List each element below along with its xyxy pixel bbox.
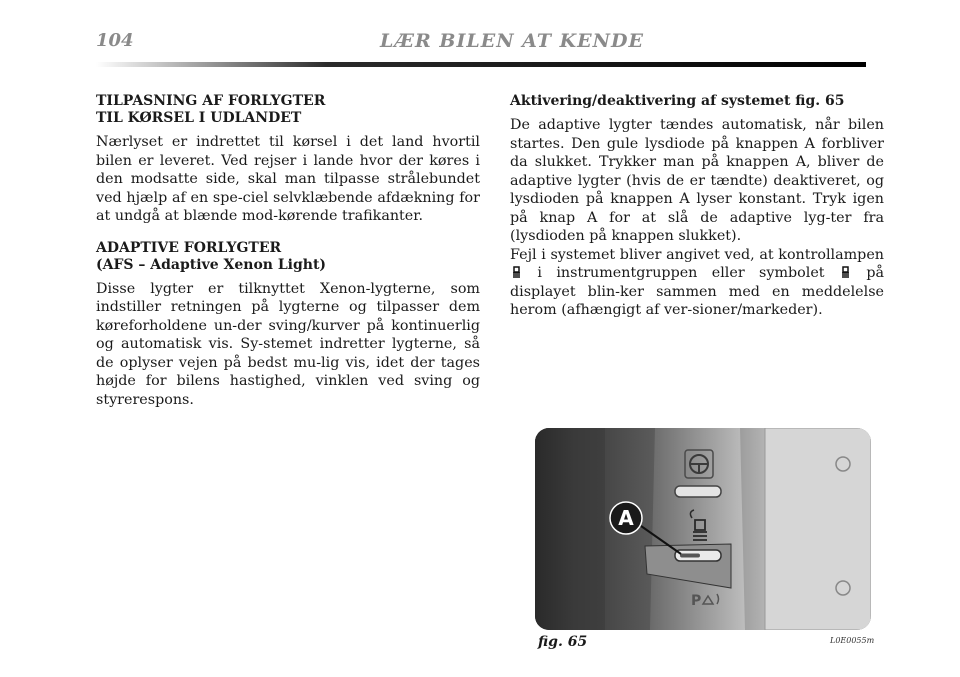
svg-text:P: P [691,593,702,609]
section-heading-headlight-adjustment: TILPASNING AF FORLYGTER TIL KØRSEL I UDLANDET [96,93,326,126]
figure-65 [535,428,871,630]
section-heading-adaptive-headlights: ADAPTIVE FORLYGTER (AFS – Adaptive Xenon Light) [96,239,327,273]
paragraph-activation: De adaptive lygter tændes automatisk, når bilen startes. Den gule lysdiode på knappen A forbliver da slukket. Trykker man på knappen A, bliver de adaptive lygter (hvis de er tændte) deaktiveret, og lysdioden på knappen A lyser konstant. Tryk igen på knap A for at slå de adaptive lyg-ter fra (lysdioden på knappen slukket). [510,117,884,244]
paragraph-fault: Fejl i systemet bliver angivet ved, at kontrollampen i instrumentgruppen eller symbolet på displayet blin-ker sammen med en meddelelse herom (afhængigt af ver-sioner/markeder). [510,246,885,318]
page-title: LÆR BILEN AT KENDE [380,30,644,52]
header-rule [96,62,866,67]
callout-a-label: A [618,506,634,530]
paragraph-headlight-adjustment: Nærlyset er indrettet til kørsel i det land hvortil bilen er leveret. Ved rejser i lande hvor der køres i den modsatte side, skal man tilpasse strålebundet ved hjælp af en spe-ciel selvklæbende afdækning for at undgå at blænde mod-kørende trafikanter. [96,134,480,224]
page-number: 104 [96,30,134,51]
paragraph-adaptive-headlights: Disse lygter er tilknyttet Xenon-lygterne, som indstiller retningen på lygterne og tilpasser dem køreforholdene un-der sving/kurver på kontinuerlig og automatisk vis. Sy-stemet indretter lygterne, så de oplyser vejen på bedst mu-lig vis, idet der tages højde for bilens hastighed, vinklen ved sving og styrerespons. [96,280,480,408]
dashboard-illustration [535,428,871,630]
upper-button [675,486,721,497]
afs-warning-lamp-icon [841,266,850,279]
figure-caption: fig. 65 [538,634,588,650]
left-column [96,93,480,423]
page-header [96,30,866,60]
right-column [510,93,884,334]
section-heading-activation: Aktivering/deaktivering af systemet fig. 65 [510,93,845,109]
afs-warning-lamp-icon [512,266,521,279]
figure-code: L0E0055m [830,636,875,645]
